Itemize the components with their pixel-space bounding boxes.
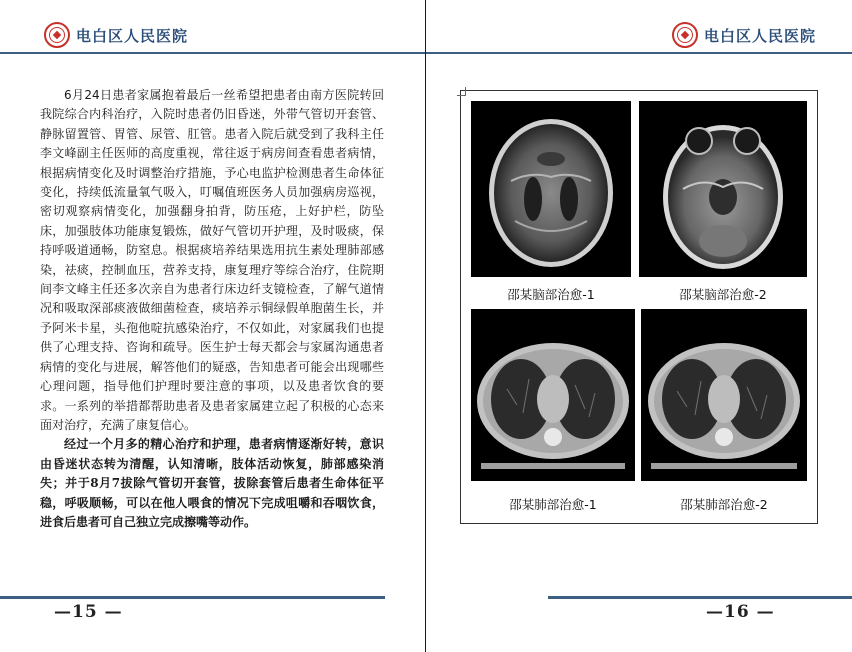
lung-ct-image-1 bbox=[471, 309, 635, 481]
paragraph-bold: 经过一个月多的精心治疗和护理，患者病情逐渐好转，意识由昏迷状态转为清醒，认知清晰，肢体活动恢复，肺部感染消失；并于8月7拔除气管切开套管，拔除套管后患者生命体征平稳，呼吸顺畅，可以在他人喂食的情况下完成咀嚼和吞咽饮食，进食后患者可自己独立完成擦嘴等动作。 bbox=[40, 437, 384, 529]
paragraph: 6月24日患者家属抱着最后一丝希望把患者由南方医院转回我院综合内科治疗，入院时患者仍旧昏迷，外带气管切开套管、静脉留置管、胃管、尿管、肛管。患者入院后就受到了我科主任李文峰副主任医师的高度重视，常往返于病房间查看患者病情，根据病情变化及时调整治疗措施，予心电监护检测患者生命体征变化，持续低流量氧气吸入，叮嘱值班医务人员加强病房巡视，密切观察病情变化，加强翻身拍背，防压疮，上好护栏，防坠床，加强肢体功能康复锻炼，做好气管切开护理，及时吸痰，保持呼吸道通畅，防窒息。根据痰培养结果选用抗生素处理肺部感染，祛痰，控制血压，营养支持，康复理疗等综合治疗，住院期间李文峰主任还多次亲自为患者行床边纤支镜检查，了解气道情况和吸取深部痰液做细菌检查，痰培养示铜绿假单胞菌生长，并予阿米卡星，头孢他啶抗感染治疗，不仅如此，对家属我们也提供了心理支持、咨询和疏导。医生护士每天都会与家属沟通患者病情的变化与进展，解答他们的疑惑，告知患者可能会出现哪些心理问题，指导他们护理时要注意的事项，以及患者饮食的要求。一系列的举措都帮助患者及患者家属建立起了积极的心态来面对治疗，充满了康复信心。 bbox=[40, 88, 384, 432]
hospital-seal-icon bbox=[672, 22, 698, 48]
right-page bbox=[426, 0, 852, 652]
caption-brain-1: 邵某脑部治愈-1 bbox=[507, 287, 595, 302]
hospital-name: 电白区人民医院 bbox=[704, 27, 817, 45]
page-number: —16 — bbox=[706, 602, 775, 622]
hospital-logo bbox=[672, 22, 816, 48]
hospital-name: 电白区人民医院 bbox=[76, 27, 189, 45]
corner-mark bbox=[457, 87, 466, 96]
article-body bbox=[40, 86, 384, 532]
caption-brain-2: 邵某脑部治愈-2 bbox=[679, 287, 767, 302]
header-rule bbox=[426, 52, 852, 54]
hospital-logo bbox=[44, 22, 188, 48]
footer-rule bbox=[0, 596, 385, 599]
brain-mri-image-2 bbox=[639, 101, 807, 277]
footer-rule bbox=[548, 596, 852, 599]
hospital-seal-icon bbox=[44, 22, 70, 48]
caption-lung-1: 邵某肺部治愈-1 bbox=[509, 497, 597, 512]
caption-lung-2: 邵某肺部治愈-2 bbox=[680, 497, 768, 512]
page-number: —15 — bbox=[54, 602, 123, 622]
header-rule bbox=[0, 52, 425, 54]
figure-frame bbox=[460, 90, 818, 524]
brain-mri-image-1 bbox=[471, 101, 631, 277]
lung-ct-image-2 bbox=[641, 309, 807, 481]
